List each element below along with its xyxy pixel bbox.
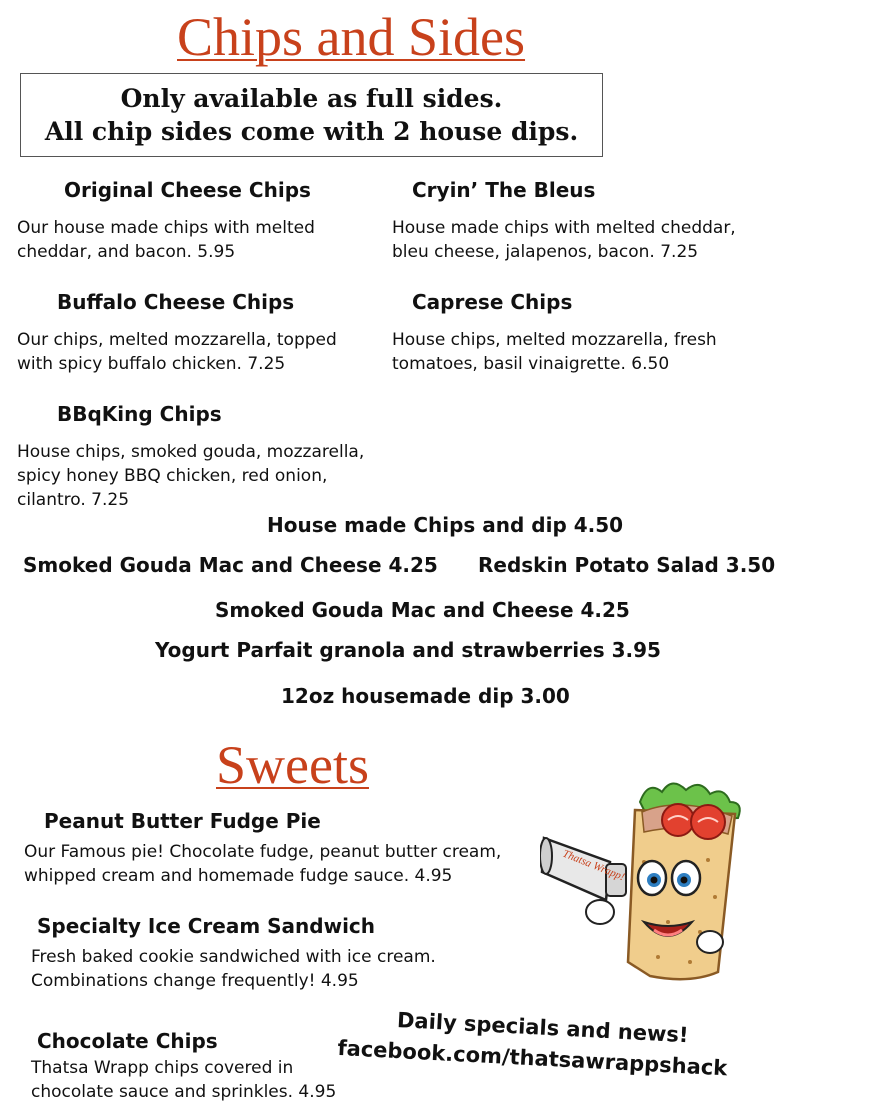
item-desc-line: House chips, melted mozzarella, fresh (392, 330, 717, 350)
item-name: Original Cheese Chips (64, 178, 311, 202)
item-desc-line: bleu cheese, jalapenos, bacon. 7.25 (392, 242, 699, 262)
item-desc-line: Our Famous pie! Chocolate fudge, peanut butter cream, (24, 842, 502, 862)
item-name: Specialty Ice Cream Sandwich (37, 914, 376, 938)
item-desc-line: cilantro. 7.25 (17, 490, 130, 510)
item-desc-line: chocolate sauce and sprinkles. 4.95 (31, 1082, 337, 1102)
notice-line-1: Only available as full sides. (120, 84, 503, 113)
item-desc-line: House chips, smoked gouda, mozzarella, (17, 442, 365, 462)
item-name: BBqKing Chips (57, 402, 222, 426)
item-desc-line: Combinations change frequently! 4.95 (31, 971, 359, 991)
megaphone-text: Thatsa Wrapp! (560, 847, 627, 884)
item-name: Caprese Chips (412, 290, 573, 314)
side-item: Yogurt Parfait granola and strawberries 3.95 (155, 638, 661, 662)
item-description (17, 440, 364, 512)
notice-box (20, 73, 603, 157)
item-description (392, 216, 736, 264)
item-name: Chocolate Chips (37, 1029, 218, 1053)
item-desc-line: spicy honey BBQ chicken, red onion, (17, 466, 328, 486)
item-name: Buffalo Cheese Chips (57, 290, 295, 314)
side-item: 12oz housemade dip 3.00 (281, 684, 570, 708)
chips-section-title: Chips and Sides (177, 7, 526, 67)
promo-text (337, 1002, 730, 1084)
item-desc-line: Fresh baked cookie sandwiched with ice cream. (31, 947, 436, 967)
side-item: Redskin Potato Salad 3.50 (478, 553, 776, 577)
side-item: House made Chips and dip 4.50 (267, 513, 624, 537)
item-description (17, 216, 315, 264)
item-description (17, 328, 337, 376)
item-desc-line: whipped cream and homemade fudge sauce. 4.95 (24, 866, 453, 886)
sweets-section-title: Sweets (216, 735, 369, 795)
item-description (24, 840, 501, 888)
item-description (31, 945, 436, 993)
item-description (31, 1056, 336, 1104)
promo-facebook-link[interactable]: facebook.com/thatsawrappshack (336, 1035, 728, 1081)
item-desc-line: House made chips with melted cheddar, (392, 218, 736, 238)
wrap-mascot-icon (540, 772, 762, 984)
promo-line-1: Daily specials and news! (396, 1008, 690, 1048)
item-desc-line: cheddar, and bacon. 5.95 (17, 242, 236, 262)
side-item: Smoked Gouda Mac and Cheese 4.25 (23, 553, 438, 577)
side-item: Smoked Gouda Mac and Cheese 4.25 (215, 598, 630, 622)
item-desc-line: Our house made chips with melted (17, 218, 315, 238)
item-desc-line: with spicy buffalo chicken. 7.25 (17, 354, 286, 374)
notice-line-2: All chip sides come with 2 house dips. (44, 117, 579, 146)
item-name: Cryin’ The Bleus (412, 178, 596, 202)
item-name: Peanut Butter Fudge Pie (44, 809, 321, 833)
item-desc-line: Our chips, melted mozzarella, topped (17, 330, 337, 350)
item-description (392, 328, 717, 376)
item-desc-line: tomatoes, basil vinaigrette. 6.50 (392, 354, 670, 374)
item-desc-line: Thatsa Wrapp chips covered in (31, 1058, 294, 1078)
